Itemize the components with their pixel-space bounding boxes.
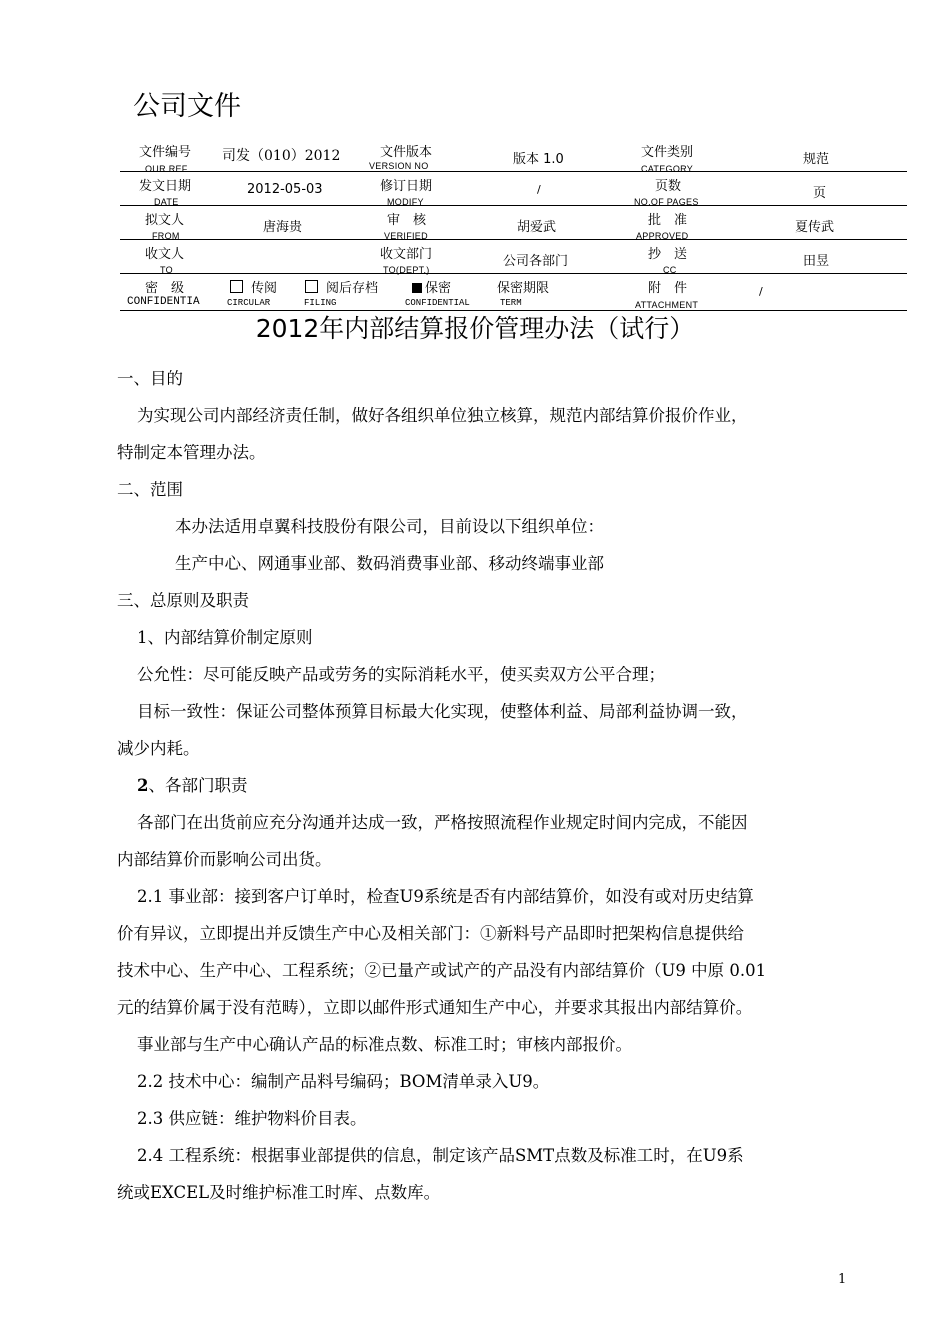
label-attachment-en: ATTACHMENT [635,300,699,310]
paragraph: 各部门在出货前应充分沟通并达成一致，严格按照流程作业规定时间内完成，不能因 [137,813,748,832]
option-filing[interactable]: 阅后存档 [305,277,378,296]
paragraph: 价有异议，立即提出并反馈生产中心及相关部门：①新料号产品即时把架构信息提供给 [117,924,744,943]
checkbox-checked-icon [412,283,422,293]
label-doc-number: 文件编号 [139,145,192,160]
label-attachment: 附 件 [648,281,688,296]
paragraph: 减少内耗。 [117,739,200,758]
label-verifier: 审 核 [387,213,427,228]
value-pages: 页 [813,186,827,201]
paragraph: 为实现公司内部经济责任制，做好各组织单位独立核算，规范内部结算价报价作业， [137,406,748,425]
label-drafter: 拟文人 [145,213,185,228]
label-recipient-dept: 收文部门 [380,247,433,262]
paragraph: 技术中心、生产中心、工程系统；②已量产或试产的产品没有内部结算价（U9 中原 0.01 [117,961,767,980]
label-cc-en: CC [663,265,677,275]
checkbox-unchecked-icon [305,280,318,293]
label-issue-date-en: DATE [154,197,179,207]
document-body [117,360,857,1211]
checkbox-unchecked-icon [230,280,243,293]
label-doc-version-en: VERSION NO [369,161,429,171]
paragraph: 本办法适用卓翼科技股份有限公司，目前设以下组织单位： [175,517,604,536]
value-issue-date: 2012-05-03 [247,182,323,197]
value-doc-number: 司发（010）2012 [222,148,341,164]
section-heading-scope: 二、范围 [117,480,183,499]
label-doc-number-en: OUR REF [145,164,188,174]
page-number: 1 [838,1272,847,1287]
label-recipient: 收文人 [145,247,185,262]
option-term-en: TERM [500,298,522,308]
value-approver: 夏传武 [795,220,835,235]
value-drafter: 唐海贵 [263,220,303,235]
option-confidential[interactable]: 保密 [412,277,451,296]
paragraph: 特制定本管理办法。 [117,443,266,462]
label-modify-date: 修订日期 [380,179,433,194]
label-doc-version: 文件版本 [380,145,433,160]
option-circular-en: CIRCULAR [227,298,271,308]
paragraph: 目标一致性：保证公司整体预算目标最大化实现，使整体利益、局部利益协调一致， [137,702,748,721]
label-doc-category-en: CATEGORY [641,164,694,174]
paragraph: 2.3 供应链：维护物料价目表。 [137,1109,367,1128]
label-cc: 抄 送 [648,247,688,262]
table-rule [120,205,907,206]
table-rule [120,273,907,274]
paragraph: 生产中心、网通事业部、数码消费事业部、移动终端事业部 [175,554,604,573]
value-doc-version: 版本 1.0 [513,152,564,167]
paragraph: 公允性：尽可能反映产品或劳务的实际消耗水平，使买卖双方公平合理； [137,665,665,684]
value-verifier: 胡爱武 [517,220,557,235]
subsection-heading: 1、内部结算价制定原则 [137,628,313,647]
paragraph: 元的结算价属于没有范畴），立即以邮件形式通知生产中心，并要求其报出内部结算价。 [117,998,753,1017]
subsection-number: 2 [137,776,149,795]
label-approver-en: APPROVED [636,231,689,241]
label-doc-category: 文件类别 [641,145,694,160]
option-term: 保密期限 [497,281,550,296]
value-doc-category: 规范 [803,152,830,167]
label-verifier-en: VERIFIED [384,231,428,241]
company-document-heading: 公司文件 [133,91,241,122]
value-recipient-dept: 公司各部门 [503,254,569,269]
label-confidentiality-en: CONFIDENTIA [127,296,200,308]
document-title: 2012年内部结算报价管理办法（试行） [255,314,695,343]
label-pages-en: NO.OF PAGES [634,197,699,207]
option-filing-en: FILING [304,298,337,308]
section-heading-principles: 三、总原则及职责 [117,591,249,610]
label-pages: 页数 [655,179,682,194]
label-recipient-dept-en: TO(DEPT.) [383,265,430,275]
paragraph: 内部结算价而影响公司出货。 [117,850,332,869]
option-circular[interactable]: 传阅 [230,277,277,296]
section-heading-purpose: 一、目的 [117,369,183,388]
label-modify-date-en: MODIFY [387,197,424,207]
label-recipient-en: TO [160,265,173,275]
table-rule [120,171,907,172]
value-modify-date: / [537,183,541,196]
subsection-heading [117,767,857,804]
option-confidential-en: CONFIDENTIAL [405,298,470,308]
paragraph: 2.2 技术中心：编制产品料号编码；BOM清单录入U9。 [137,1072,550,1091]
label-drafter-en: FROM [152,231,180,241]
label-approver: 批 准 [648,213,688,228]
paragraph: 统或EXCEL及时维护标准工时库、点数库。 [117,1183,441,1202]
label-issue-date: 发文日期 [139,179,192,194]
paragraph: 2.4 工程系统：根据事业部提供的信息，制定该产品SMT点数及标准工时，在U9系 [137,1146,744,1165]
subsection-heading-text: 、各部门职责 [148,776,248,795]
label-confidentiality: 密 级 [145,281,185,296]
paragraph: 2.1 事业部：接到客户订单时，检查U9系统是否有内部结算价，如没有或对历史结算 [137,887,754,906]
value-attachment: / [759,285,763,298]
value-cc: 田昱 [803,254,830,269]
table-rule [120,239,907,240]
paragraph: 事业部与生产中心确认产品的标准点数、标准工时；审核内部报价。 [137,1035,632,1054]
